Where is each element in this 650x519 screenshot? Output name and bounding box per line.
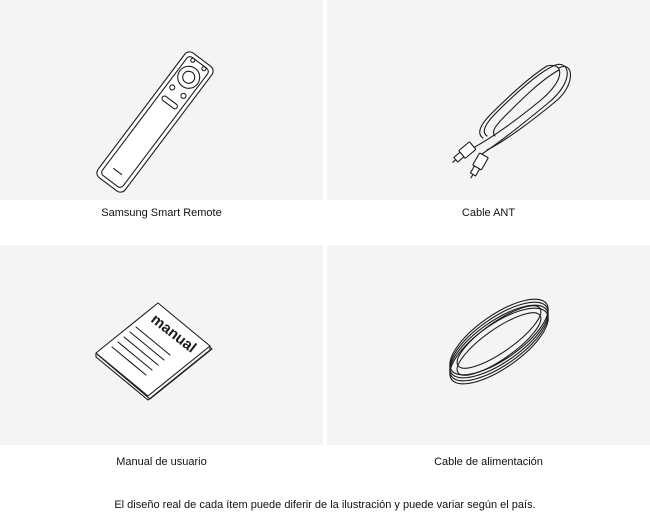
remote-tile xyxy=(0,0,323,200)
antenna-cable-label: Cable ANT xyxy=(461,207,516,219)
antenna-cable-icon xyxy=(327,0,650,200)
remote-control-icon xyxy=(0,0,323,200)
disclaimer-text: El diseño real de cada ítem puede diferir de la ilustración y puede variar según el país. xyxy=(114,499,536,511)
manual-cover-text: manual xyxy=(147,310,200,357)
antenna-cable-tile xyxy=(327,0,650,200)
manual-icon xyxy=(0,245,323,445)
manual-label: Manual de usuario xyxy=(116,456,207,468)
power-cable-label: Cable de alimentación xyxy=(434,456,543,468)
manual-tile xyxy=(0,245,323,445)
remote-label: Samsung Smart Remote xyxy=(101,207,222,219)
power-cable-icon xyxy=(327,245,650,445)
power-cable-tile xyxy=(327,245,650,445)
